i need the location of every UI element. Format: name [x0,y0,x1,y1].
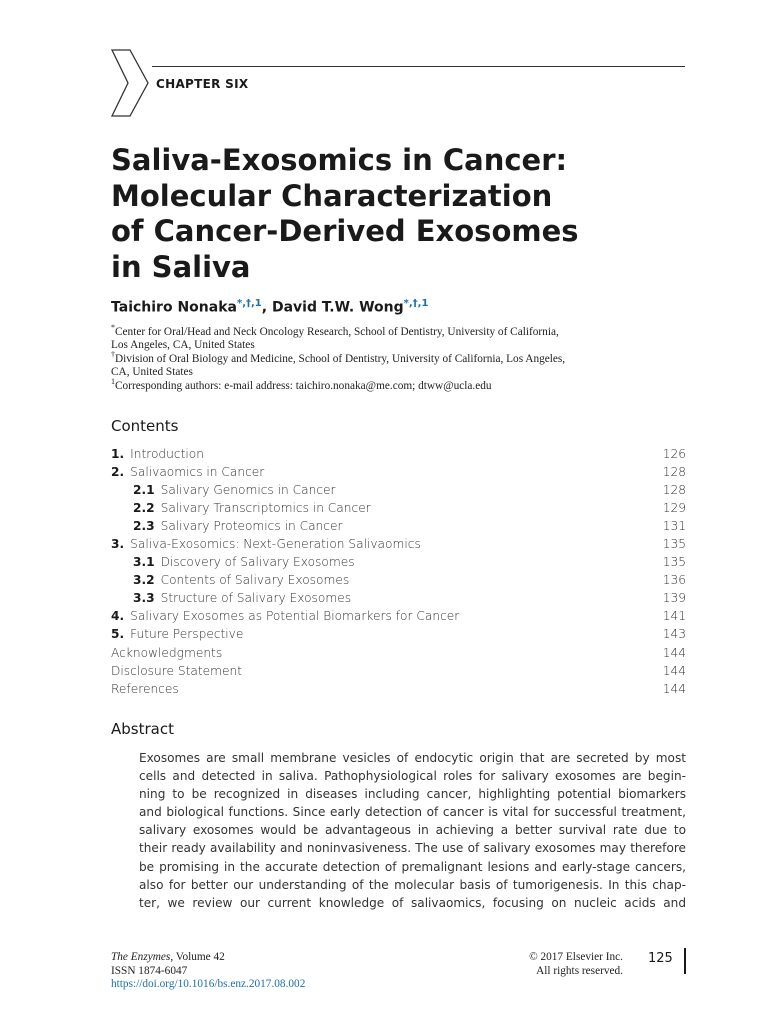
affiliation-line [111,375,671,393]
toc-entry[interactable] [111,517,686,535]
toc-entry-number: 1. [111,447,125,461]
abstract-line: be promising in the accurate detection of premalignant lesions and early-stage cancers, [139,859,686,874]
toc-entry-label: Future Perspective [130,627,244,642]
affiliation-mark: 1 [111,377,115,386]
toc-entry[interactable] [111,445,686,463]
abstract-line: Exosomes are small membrane vesicles of endocytic origin that are secreted by most [139,751,686,765]
toc-entry-number: 2.3 [133,519,155,534]
toc-entry-page: 144 [662,681,686,696]
toc-entry[interactable] [111,463,686,481]
toc-entry-page: 135 [662,537,686,552]
table-of-contents [111,445,686,698]
toc-entry-page: 143 [662,627,686,642]
toc-entry-page: 139 [662,591,686,606]
journal-volume: , Volume 42 [170,951,225,963]
toc-entry-number: 3. [111,537,125,552]
abstract-line: ning to be recognized in diseases including cancer, highlighting potential biomarkers [139,787,686,802]
title-line: Saliva-Exosomics in Cancer: [111,143,568,177]
chapter-rule [152,66,685,67]
page-number-rule [684,948,686,974]
toc-entry-label: Saliva-Exosomics: Next-Generation Salivaomics [130,537,421,552]
author-name: David T.W. Wong [271,299,404,316]
toc-entry-label: Salivary Transcriptomics in Cancer [160,501,371,516]
journal-name: The Enzymes [111,951,171,963]
toc-entry[interactable] [111,662,686,680]
toc-entry-label: Salivary Exosomes as Potential Biomarkers for Cancer [130,609,460,624]
toc-entry-page: 126 [662,447,686,461]
toc-entry-number: 5. [111,627,125,642]
toc-entry-label: References [111,681,179,696]
chapter-title [111,143,671,285]
toc-entry-page: 136 [662,573,686,588]
corresponding-author [111,375,671,393]
abstract-line: ter, we review our current knowledge of salivaomics, focusing on nucleic acids and [139,895,686,910]
abstract-line: their ready availability and noninvasiveness. The use of salivary exosomes may therefore [139,841,686,856]
chapter-label: CHAPTER SIX [156,77,249,91]
copyright-line: © 2017 Elsevier Inc. [529,951,623,963]
toc-entry-label: Disclosure Statement [111,663,242,678]
author-list [111,298,428,316]
toc-entry-label: Structure of Salivary Exosomes [160,591,352,606]
abstract-line: and biological functions. Since early detection of cancer is vital for successful treatment, [139,805,686,820]
issn: ISSN 1874-6047 [111,964,188,977]
author-name: Taichiro Nonaka [111,299,237,316]
toc-entry-page: 135 [662,555,686,570]
affiliation-line: Los Angeles, CA, United States [111,339,255,352]
toc-entry-page: 131 [662,519,686,534]
rights-line: All rights reserved. [536,964,623,977]
toc-entry[interactable] [111,607,686,625]
contents-heading: Contents [111,417,179,435]
toc-entry-number: 2.2 [133,501,155,516]
toc-entry-label: Introduction [130,447,204,461]
corresponding-email[interactable]: Corresponding authors: e-mail address: taichiro.nonaka@me.com; dtww@ucla.edu [115,379,492,392]
affiliation-text: Division of Oral Biology and Medicine, School of Dentistry, University of California, Los Angeles, [115,352,566,365]
affiliation-line [111,348,671,366]
toc-entry-number: 3.1 [133,555,155,570]
abstract-line: cells and detected in saliva. Pathophysiological roles for salivary exosomes are begin- [139,769,686,784]
toc-entry-number: 3.3 [133,591,155,606]
author-marks[interactable]: *,†,1 [236,298,262,309]
affiliation-mark: † [111,350,115,359]
author-marks[interactable]: *,†,1 [403,298,429,309]
toc-entry[interactable] [111,553,686,571]
toc-entry[interactable] [111,680,686,698]
toc-entry-label: Acknowledgments [111,645,223,660]
affiliation-mark: * [111,323,115,332]
toc-entry-page: 128 [662,483,686,498]
abstract-body [139,749,686,912]
toc-entry[interactable] [111,481,686,499]
doi-link[interactable]: https://doi.org/10.1016/bs.enz.2017.08.002 [111,978,306,990]
toc-entry-label: Contents of Salivary Exosomes [160,573,350,588]
toc-entry-number: 3.2 [133,573,155,588]
title-line: Molecular Characterization [111,178,553,213]
toc-entry-number: 4. [111,609,125,624]
affiliation-text: Center for Oral/Head and Neck Oncology Research, School of Dentistry, University of California, [115,325,559,338]
footer-journal-line [111,951,305,965]
toc-entry-page: 144 [662,645,686,660]
toc-entry[interactable] [111,589,686,607]
toc-entry[interactable] [111,644,686,662]
toc-entry[interactable] [111,625,686,643]
affiliation-line [111,321,671,339]
toc-entry-number: 2. [111,465,125,480]
toc-entry-page: 141 [662,609,686,624]
footer-citation [111,951,305,992]
toc-entry-page: 144 [662,663,686,678]
toc-entry[interactable] [111,535,686,553]
chapter-chevron-icon [110,48,150,118]
toc-entry-label: Discovery of Salivary Exosomes [160,555,355,570]
toc-entry-label: Salivaomics in Cancer [130,465,265,480]
toc-entry-page: 129 [662,501,686,516]
title-line: of Cancer-Derived Exosomes [111,214,579,248]
toc-entry[interactable] [111,499,686,517]
affiliation-line: CA, United States [111,366,193,379]
author-separator: , [261,299,272,316]
toc-entry[interactable] [111,571,686,589]
page-number: 125 [648,951,673,966]
abstract-heading: Abstract [111,720,174,738]
toc-entry-label: Salivary Genomics in Cancer [160,483,336,498]
toc-entry-page: 128 [662,465,686,480]
toc-entry-label: Salivary Proteomics in Cancer [160,519,343,534]
title-line: in Saliva [111,249,251,284]
toc-entry-number: 2.1 [133,483,155,498]
footer-copyright [505,951,623,978]
abstract-line: salivary exosomes would be advantageous in achieving a better survival rate due to [139,823,686,838]
abstract-line: also for better our understanding of the molecular basis of tumorigenesis. In this chap- [139,877,686,892]
